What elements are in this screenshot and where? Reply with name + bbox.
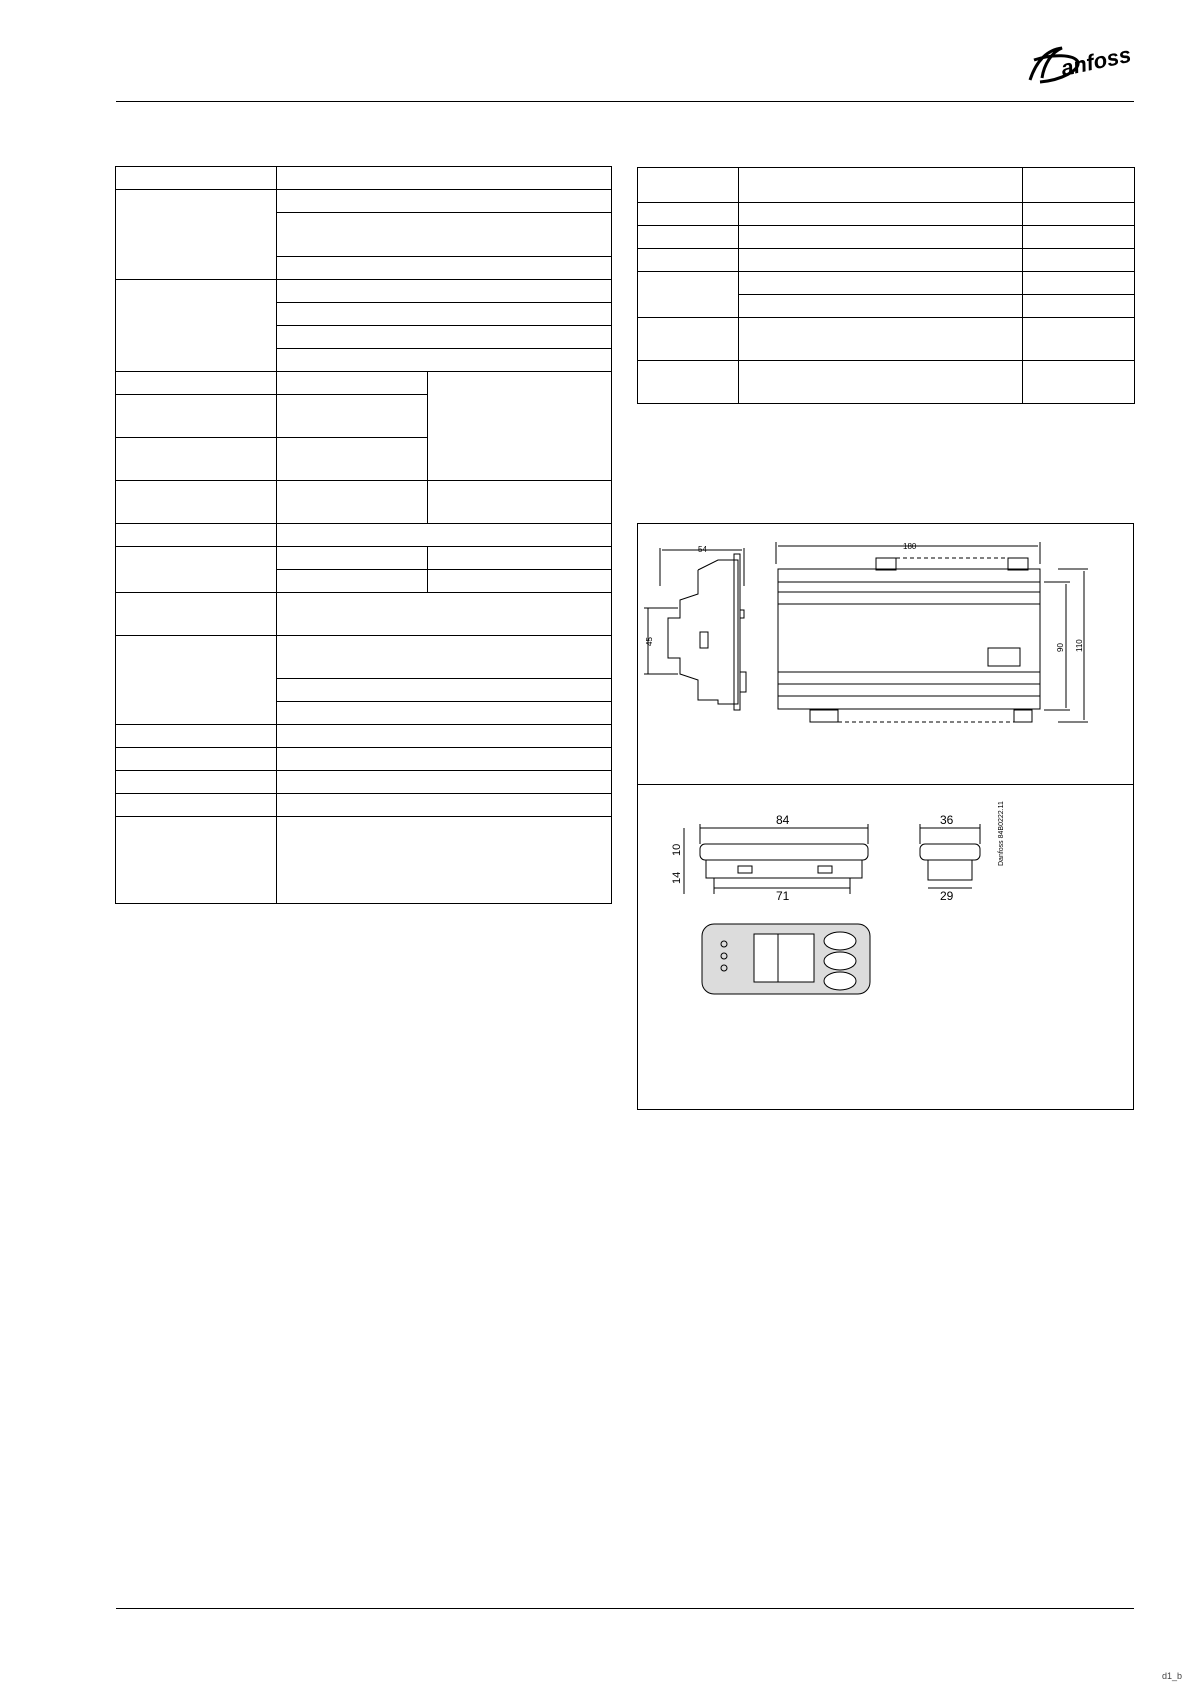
dim-label-71: 71 <box>776 889 790 903</box>
header-rule <box>116 101 1134 102</box>
drawing-code: Danfoss 84B0222.11 <box>998 801 1005 866</box>
dim-label-180: 180 <box>903 542 917 551</box>
corner-mark: d1_b <box>1161 1671 1182 1681</box>
dim-label-84: 84 <box>776 813 790 827</box>
danfoss-logo <box>1022 40 1138 92</box>
dim-label-54: 54 <box>698 545 707 554</box>
footer-rule <box>116 1608 1134 1609</box>
specification-table-right <box>637 167 1135 404</box>
controller-dimension-drawing <box>638 524 1133 782</box>
svg-text:anfoss: anfoss <box>1058 41 1134 82</box>
dim-label-45: 45 <box>645 637 654 646</box>
display-dimension-drawing <box>638 786 1133 1108</box>
dim-label-90: 90 <box>1056 643 1065 652</box>
specification-table-left <box>115 166 612 904</box>
dim-label-14: 14 <box>671 871 683 884</box>
dim-label-110: 110 <box>1075 639 1084 652</box>
dimension-drawing-box <box>637 523 1134 1110</box>
dim-label-29: 29 <box>940 889 954 903</box>
dim-label-10: 10 <box>671 843 683 856</box>
drawing-divider <box>638 784 1133 785</box>
dim-label-36: 36 <box>940 813 954 827</box>
